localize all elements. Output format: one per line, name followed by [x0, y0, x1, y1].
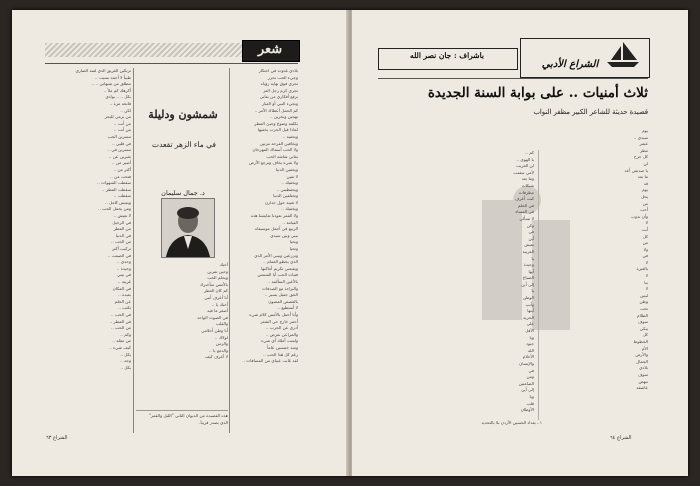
- article-column-right-line: ولا: [643, 246, 648, 252]
- poem-column-a-line: يعاني شاشة الحب: [266, 153, 298, 159]
- article-column-left-line: أين: [528, 235, 534, 241]
- poem-column-a-line: ويخفيه ..: [282, 133, 298, 139]
- poem-column-c-line: في المكان: [112, 285, 131, 291]
- poem-column-c-line: ومن يحمل الحب ..: [98, 206, 131, 212]
- article-column-left-line: في المساء: [515, 209, 534, 215]
- poem-column-c-line: ويعيش كامل ..: [105, 199, 131, 205]
- article-column-right-line: يوم: [642, 187, 648, 193]
- poem-column-b-line: ويحلم الحب: [207, 275, 228, 281]
- magazine-logo: الشراع الأدبي: [541, 59, 599, 70]
- article-column-right-line: يبكي: [639, 325, 648, 331]
- article-column-right-line: كل جرح: [633, 154, 648, 160]
- article-column-right-line: كل: [642, 233, 648, 239]
- article-column-left: [392, 150, 534, 418]
- poem-column-b-line: أصغر ما فيه: [207, 308, 228, 314]
- article-column-left-line: كنت أعرف: [514, 196, 534, 202]
- article-column-left-line: الضياع: [522, 275, 534, 281]
- poem-column-a-line: وتحيا: [289, 246, 298, 252]
- poem-column-a-line: ونجيء النبي أو الغبار: [261, 100, 298, 106]
- poem-column-c-line: وحدي ..: [116, 259, 131, 265]
- article-column-right-line: سوف: [637, 319, 648, 325]
- poem-column-c-line: وكم ..: [120, 331, 131, 337]
- poem-column-c-line: سقطت المطر ..: [101, 186, 131, 192]
- poem-column-a-line: الحق جميل يسير ..: [264, 292, 298, 298]
- poem-column-c-line: كيف شيء ..: [109, 344, 131, 350]
- article-column-left-line: الله: [527, 347, 534, 353]
- poem-column-c-line: تنسرين الحب: [107, 133, 131, 139]
- poem-column-a-line: لقد غابت عيناي من المسافات ..: [242, 358, 298, 364]
- poem-column-c-line: تغيرين عن ..: [108, 153, 131, 159]
- column-divider-1: [229, 68, 230, 433]
- poem-column-b-line: أنا وطن أحلامي: [201, 327, 228, 333]
- article-column-left-line: والإنسان: [519, 361, 534, 366]
- article-column-left-line: في: [528, 229, 534, 235]
- poem-column-c-line: ترتكين الغريق الذي لعنه الضاري: [75, 68, 131, 73]
- poem-column-c-line: ظبياً لا أحمد نسيت ..: [94, 74, 131, 80]
- poem-column-a-line: لا ثغيبة حول جدارن: [264, 199, 298, 205]
- article-column-right-line: لا: [645, 286, 648, 292]
- article-column-left-line: ويا: [529, 393, 534, 399]
- right-page: [352, 10, 688, 476]
- article-column-right-line: تنهض: [638, 378, 648, 384]
- article-column-left-line: الحرية: [523, 314, 534, 320]
- article-column-left-line: قلب: [526, 400, 534, 406]
- poem-column-c-line: من الحب ..: [110, 325, 131, 331]
- article-column-left-line: ويا: [529, 334, 534, 340]
- poem-column-a-line: والمراعي تعرض ..: [265, 331, 298, 337]
- poem-column-a-line: ولست أملك أي شيء: [261, 338, 298, 344]
- poem-column-a-line: بلادي غدوت في احتكار: [258, 68, 298, 73]
- poem-column-c-line: في الصمت ..: [107, 252, 131, 258]
- article-column-right-line: كل: [642, 332, 648, 338]
- poem-column-c-line: من أنت ..: [113, 127, 131, 133]
- article-column-right-line: لا: [645, 220, 648, 226]
- article-column-right-line: ليس: [640, 292, 648, 298]
- left-folio: الشراع ٦٣: [46, 435, 68, 441]
- article-column-right-line: في: [642, 253, 648, 259]
- poem-column-a-line: كم الحمل أعطاك الأمر ..: [254, 107, 298, 113]
- article-column-left-line: مطرقات: [518, 189, 534, 195]
- poem-column-c-line: في الدنيا: [115, 232, 131, 238]
- article-column-left-line: يا: [531, 255, 534, 261]
- left-page: [12, 10, 348, 476]
- poem-column-a-line: أدري عن الحرب ..: [265, 325, 298, 331]
- poem-column-c-line: تنطلق من شبهاتي .. ..: [91, 81, 131, 87]
- article-column-right-line: يوم: [642, 128, 648, 133]
- article-column-left-line: إلى أين: [521, 387, 534, 393]
- article-column-right-line: لن: [643, 160, 648, 166]
- article-column-right-line: سيدي ..: [633, 134, 648, 140]
- article-column-left-line: أيها: [528, 268, 534, 274]
- poem-column-a-line: بيني وبين سيدي: [270, 232, 298, 238]
- article-column-right-line: مطر: [640, 147, 648, 153]
- poem-column-a-line: بكلمة وضوع وجيئ المطر: [254, 120, 298, 126]
- poem-column-b-line: والزمن: [215, 341, 228, 347]
- poem-column-a-line: القيامة ..: [282, 219, 298, 225]
- poem-column-b-line: بالأمس سأخبرك: [199, 281, 228, 287]
- poem-column-a-line: ولا الحب أسماك المهرجان: [252, 147, 298, 153]
- article-column-right-line: عشر: [639, 141, 648, 147]
- poem-column-a-line: بالقصص المصون: [268, 298, 298, 304]
- article-column-left-line: وكن: [526, 222, 534, 228]
- poem-column-a-line: بالأعين المتألمة ..: [267, 279, 298, 284]
- poem-column-b-line: لولاك ..: [214, 334, 228, 340]
- article-column-right-line: من: [642, 240, 648, 246]
- poem-column-c-line: من الحب ..: [110, 239, 131, 245]
- poem-column-c-line: لا تعيش ..: [113, 213, 131, 219]
- article-column-left-line: وأنتِ: [525, 301, 534, 307]
- poem-column-a-line: تجري كرم رجل العز: [263, 87, 298, 93]
- poem-column-c-line: عن الحلم: [114, 298, 131, 304]
- poem-column-c-line: في بيتي: [116, 272, 131, 278]
- poem-column-a: [234, 68, 298, 428]
- article-column-left-line: على: [526, 321, 534, 327]
- poem-column-b-line: كم كان العطر: [204, 288, 228, 294]
- poem-column-a-line: فتيات الحب أبا الشمس: [257, 272, 298, 278]
- poem-column-a-line: الذي يخطو الغمام ..: [263, 259, 298, 265]
- poem-column-a-line: لا أستطيع ..: [277, 305, 298, 311]
- article-column-right-line: الأم: [641, 345, 648, 351]
- poem-column-c-line: من المطر: [113, 226, 131, 232]
- section-title: شعر: [257, 42, 283, 57]
- poem-column-c-line: تركيب أكثر: [112, 246, 131, 252]
- article-column-left-line: ومن: [526, 374, 534, 380]
- article-column-divider: [538, 150, 539, 420]
- article-column-left-line: وحيدة: [523, 262, 534, 268]
- column-divider-2: [133, 68, 134, 433]
- poem-column-b-line: أحبك يا ..: [211, 301, 228, 307]
- poem-column-a-line: ويخفيك ..: [281, 180, 298, 186]
- article-column-right-line: بلادي: [639, 365, 648, 371]
- poem-column-c-line: من مقلة ..: [112, 338, 131, 344]
- article-column-left-line: الصامتين: [518, 380, 534, 386]
- supervisor: باشراف : جان نصر الله: [410, 51, 484, 60]
- poem-column-c-line: من أنت ..: [113, 120, 131, 126]
- poem-column-c-line: سقطت الشهوات ..: [97, 180, 131, 186]
- article-column-right-line: والأرض: [635, 352, 648, 358]
- article-column-left-line: لا تسألي: [519, 215, 534, 221]
- poem-column-c-line: من يرمي للبحر: [104, 114, 131, 120]
- poem-column-c-line: سقطت ..: [113, 193, 131, 199]
- right-folio: الشراع ٦٤: [610, 435, 632, 441]
- magazine-spread: [12, 10, 688, 476]
- article-column-right-line: وأن تذوب: [631, 213, 648, 219]
- footnote-rule: [136, 410, 228, 411]
- poem-column-a-line: لا تفين: [286, 173, 298, 179]
- poem-column-a-line: ولا شيء يخاف وترجع الأرض: [248, 160, 298, 166]
- poem-column-a-line: ويقنعني تكريم أماكنها: [261, 265, 298, 271]
- magazine-logo-box: [520, 38, 650, 78]
- article-column-left-line: وما بعد: [521, 176, 534, 182]
- poem-column-c-line: أكرهك كم ملأ ..: [103, 87, 131, 93]
- article-column-left-line: الوطن: [522, 295, 534, 301]
- poem-column-a-line: والبراءة مع الصدفات: [262, 285, 298, 291]
- article-column-left-line: الأقل: [525, 328, 534, 334]
- poem-column-b: [136, 262, 228, 387]
- article-column-right-line: لا: [645, 259, 648, 265]
- article-column-right-line: لا: [645, 273, 648, 279]
- poem-column-a-line: الربيع في أجمل موسيقاه: [254, 226, 298, 232]
- article-column-right-line: عاشقة: [636, 385, 648, 391]
- footnote-line-2: الذي يصدر قريباً.: [199, 420, 228, 425]
- article-column-left-line: في: [528, 367, 534, 373]
- poem-column-a-line: ومنذ خمسين عاماً: [267, 344, 298, 350]
- footnote-line-1: هذه القصيدة من الديوان الثاني "الليل والقمر": [148, 413, 228, 418]
- poem-column-c-line: في قلبي ..: [112, 140, 131, 146]
- article-column-left-line: الغريبة: [522, 248, 534, 254]
- article-column-right-line: تحت: [640, 306, 648, 312]
- poem-title: شمشون ودليلة: [148, 108, 218, 121]
- poem-column-a-line: تجري فوق نهاية رؤياه: [260, 81, 298, 87]
- article-column-right-line: وطن: [639, 299, 648, 305]
- subheadline: قصيدة حديثة للشاعر الكبير مظفر النواب: [533, 108, 648, 116]
- author-photo: [161, 198, 215, 258]
- article-column-right-line: بنا: [644, 279, 648, 285]
- poem-column-a-line: ولا القمر تعودنا تعايشنا هذه: [250, 213, 298, 219]
- article-column-left-line: لأمي سئمت: [513, 169, 534, 175]
- poem-column-a-line: لماذا قيل الحزب يخفيها: [257, 127, 298, 133]
- poem-column-c-line: وجه ..: [120, 358, 131, 364]
- poem-column-c-line: في الرحيل: [112, 219, 131, 225]
- article-column-left-line: أيتها: [527, 308, 534, 314]
- article-column-right-line: من: [642, 200, 648, 206]
- right-header-rule: [378, 78, 648, 79]
- article-column-left-line: الأحلام: [522, 354, 534, 360]
- article-column-left-line: لن الغريب: [516, 163, 534, 169]
- poem-column-c-line: فاتحة مرة ..: [109, 100, 131, 106]
- article-column-left-line: يا الهوى ..: [516, 156, 534, 162]
- article-column-left-line: شبكات: [521, 182, 534, 188]
- poem-column-a-line: تهجين وبحرين ..: [269, 114, 298, 120]
- article-column-right-line: ما بعد: [637, 174, 648, 180]
- poem-column-a-line: ونحيا: [289, 239, 298, 245]
- poem-column-c-line: أكثر من ..: [113, 166, 131, 172]
- poem-column-a-line: وأنا أحمل بالأمس كلام شيء: [249, 311, 298, 317]
- poem-column-c-line: لكن ..: [120, 107, 131, 113]
- footer-line: ١ ـ بغداد الحسين الأردن بلا بالتحديد: [481, 420, 542, 425]
- poem-column-c-line: في المطر ..: [109, 318, 131, 324]
- article-column-left-line: كم ..: [525, 150, 534, 155]
- poem-column-a-line: ويخفيك ..: [281, 206, 298, 212]
- poem-column-a-line: ويحفظيني ..: [276, 186, 298, 192]
- poem-column-a-line: برفع أفكاري من يعاني: [259, 94, 298, 100]
- poem-column-b-line: أنا أعرف أنني: [204, 294, 228, 300]
- left-header-rule: [45, 63, 298, 64]
- poem-column-c-line: بكل ..: [120, 364, 131, 370]
- article-column-left-line: في الحلم: [517, 202, 534, 208]
- article-column-right-line: أحب: [640, 207, 648, 213]
- article-column-left-line: تعيش: [524, 242, 534, 248]
- article-column-left-line: إلى أين: [521, 281, 534, 287]
- poem-column-a-line: ويخفين الدنيا: [275, 166, 298, 172]
- poem-column-c-line: فتحت من ..: [110, 173, 131, 179]
- article-column-right-line: يحل: [640, 193, 648, 199]
- poem-column-b-line: في الصوت الواحد: [197, 314, 228, 320]
- poem-column-b-line: أحبك: [219, 262, 228, 267]
- poem-column-c-line: بكل ..: [120, 351, 131, 357]
- poem-column-c-line: في الحب ..: [110, 311, 131, 317]
- poem-column-c-line: وحيدة ..: [116, 265, 131, 271]
- poem-column-a-line: ويخافين الفرحة مرتين: [259, 140, 298, 146]
- article-column-left-line: الأوطان: [520, 407, 534, 413]
- poem-column-b-line: والقلب: [215, 321, 228, 327]
- headline: ثلاث أمنيات .. على بوابة السنة الجديدة: [427, 85, 648, 101]
- article-column-right-line: الجمال: [636, 358, 648, 364]
- article-column-right-line: الخطوط: [633, 339, 648, 344]
- poem-column-b-line: وحين تمرين: [207, 268, 228, 274]
- poem-column-c-line: تكتب ..: [118, 305, 131, 311]
- poem-subtitle: في ماء الزهر تقعدت: [152, 140, 216, 149]
- poem-column-c-line: بعيدة ..: [118, 292, 131, 298]
- article-column-right-line: سوف: [637, 371, 648, 377]
- poem-column-a-line: رغم كل هذا الحب ..: [263, 351, 298, 357]
- article-column-right-line: قد: [643, 180, 648, 186]
- poem-column-c-line: غريبة ..: [117, 279, 131, 284]
- article-column-right-line: أنت: [641, 226, 648, 232]
- poem-column-c-line: بكل .. .. بوادي: [105, 94, 131, 100]
- poem-column-b-line: والدمع يا ..: [209, 347, 228, 353]
- poem-column-c-line: أصبر من ..: [111, 160, 131, 166]
- poem-column-c-line: تنسرين في ..: [107, 147, 131, 153]
- poem-column-c: [45, 68, 131, 433]
- article-column-right-line: بالغيرة: [636, 266, 648, 272]
- article-column-right-line: يا صديقي أعد: [624, 167, 648, 173]
- poem-column-a-line: وتختلفين الدنيا: [273, 193, 298, 199]
- article-column-right-line: الظلام: [637, 312, 648, 318]
- poem-column-a-line: وتزرعين وبيني الأمر الذي: [254, 252, 298, 258]
- poem-column-a-line: وجيء الحب تحرر: [267, 74, 298, 80]
- article-column-left-line: جنود: [526, 341, 534, 347]
- author-name: د. جمال سليمان: [161, 189, 205, 197]
- article-column-right: [542, 128, 648, 428]
- poem-column-b-line: لا أعرف كيف: [205, 354, 228, 360]
- poem-column-a-line: أحمر خارج حي الشعر: [260, 318, 298, 324]
- article-column-left-line: يا: [531, 288, 534, 294]
